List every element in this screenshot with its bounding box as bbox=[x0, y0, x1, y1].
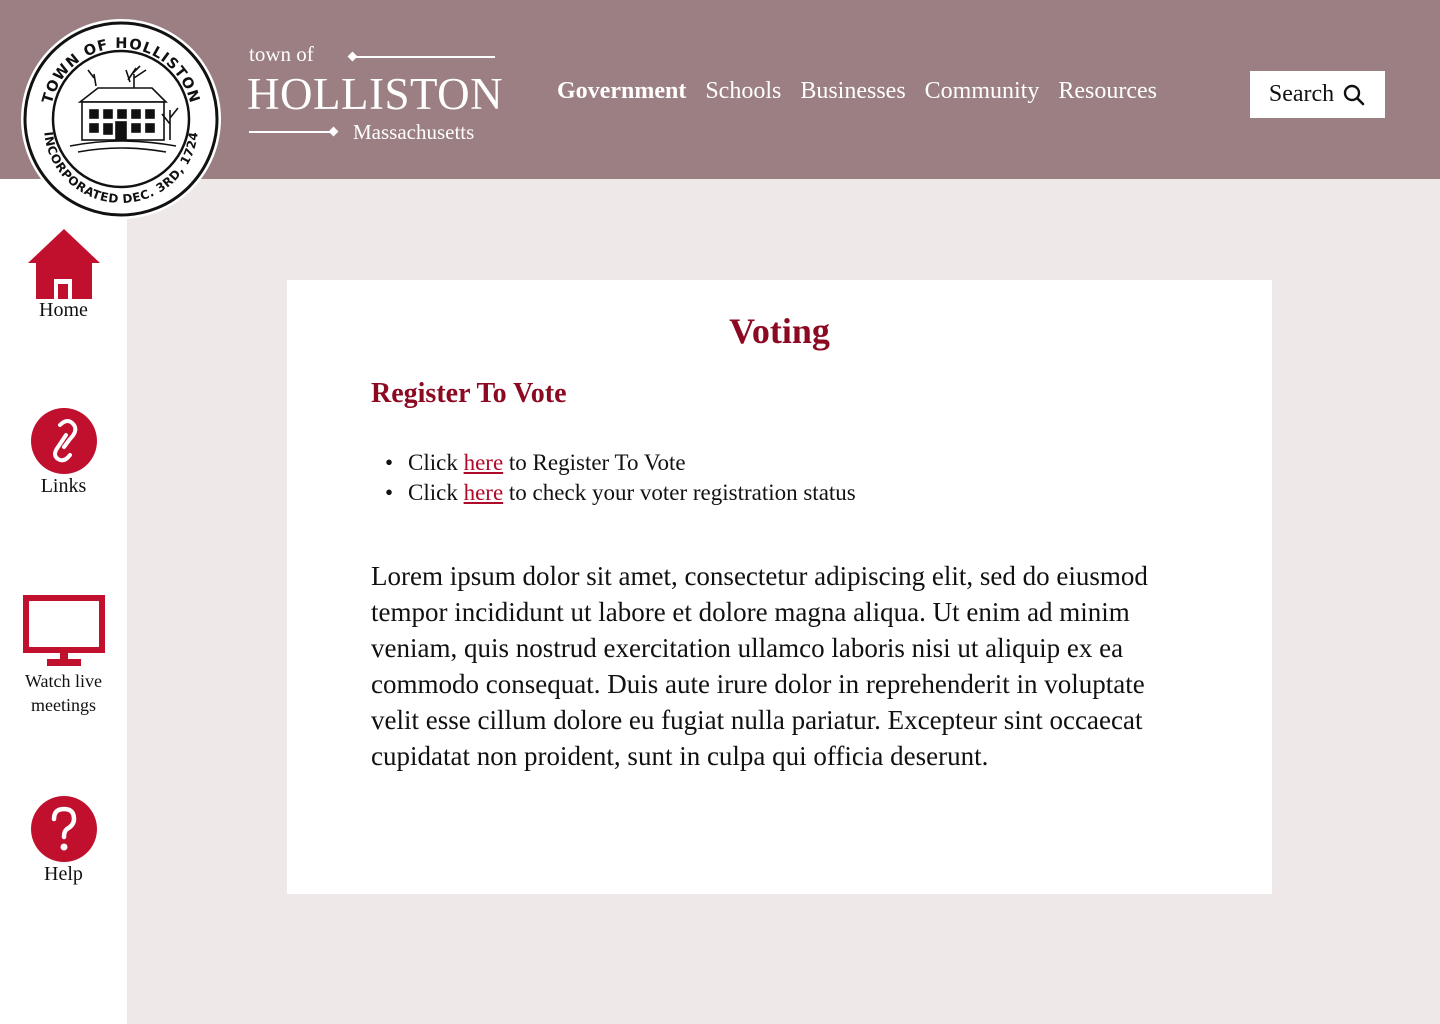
sidebar-item-help[interactable] bbox=[0, 795, 127, 886]
list-item bbox=[371, 448, 856, 478]
register-link[interactable]: here bbox=[463, 450, 504, 475]
wordmark-diamond bbox=[329, 127, 339, 137]
wordmark-state: Massachusetts bbox=[353, 120, 475, 144]
nav-item-schools[interactable]: Schools bbox=[705, 78, 782, 104]
question-icon bbox=[30, 795, 98, 863]
list-item-prefix: Click bbox=[408, 450, 464, 475]
seal-top-text: TOWN OF HOLLISTON bbox=[39, 35, 203, 106]
sidebar-label-links: Links bbox=[40, 475, 87, 497]
page-title: Voting bbox=[729, 311, 830, 351]
list-item-suffix: to Register To Vote bbox=[503, 450, 686, 475]
body-paragraph: Lorem ipsum dolor sit amet, consectetur adipiscing elit, sed do eiusmod tempor incididunt ut labore et dolore magna aliqua. Ut enim ad minim veniam, quis nostrud exercitation ullamco laboris nisi ut aliquip ex ea commodo consequat. Duis aute irure dolor in reprehenderit in voluptate velit esse cillum dolore eu fugiat nulla pariatur. Excepteur sint occaecat cupidatat non proident, sunt in culpa qui officia deserunt. bbox=[371, 561, 1148, 771]
nav-item-government[interactable]: Government bbox=[557, 78, 687, 104]
sidebar-item-home[interactable] bbox=[0, 229, 127, 322]
wordmark-rule bbox=[353, 56, 495, 58]
home-icon bbox=[28, 229, 100, 299]
nav-item-businesses[interactable]: Businesses bbox=[800, 78, 906, 104]
list-item-suffix: to check your voter registration status bbox=[503, 480, 856, 505]
content-card bbox=[287, 280, 1272, 894]
sidebar-label-help: Help bbox=[44, 863, 83, 885]
check-status-link[interactable]: here bbox=[463, 480, 504, 505]
nav-item-resources[interactable]: Resources bbox=[1058, 78, 1157, 104]
sidebar-label-home: Home bbox=[39, 299, 88, 321]
search-icon bbox=[1342, 83, 1366, 107]
wordmark-rule bbox=[249, 131, 333, 133]
seal-bottom-text: INCORPORATED DEC. 3RD, 1724 bbox=[41, 130, 201, 207]
search-label: Search bbox=[1268, 81, 1335, 107]
sidebar-item-watch-live[interactable] bbox=[0, 595, 127, 717]
list-item bbox=[371, 478, 856, 508]
nav-item-community[interactable]: Community bbox=[924, 78, 1040, 104]
town-seal-logo[interactable] bbox=[20, 18, 222, 220]
main-nav bbox=[557, 78, 1176, 105]
search-button[interactable] bbox=[1250, 71, 1385, 118]
town-wordmark[interactable] bbox=[249, 40, 509, 150]
registration-links-list bbox=[371, 448, 856, 508]
list-item-prefix: Click bbox=[408, 480, 464, 505]
wordmark-town-name: HOLLISTON bbox=[247, 69, 504, 119]
monitor-icon bbox=[23, 595, 105, 669]
section-heading: Register To Vote bbox=[371, 378, 567, 409]
wordmark-prefix: town of bbox=[249, 42, 314, 66]
quick-links-sidebar bbox=[0, 179, 127, 1024]
link-icon bbox=[30, 407, 98, 475]
sidebar-label-watch-live: Watch live meetings bbox=[24, 671, 103, 715]
sidebar-item-links[interactable] bbox=[0, 407, 127, 498]
